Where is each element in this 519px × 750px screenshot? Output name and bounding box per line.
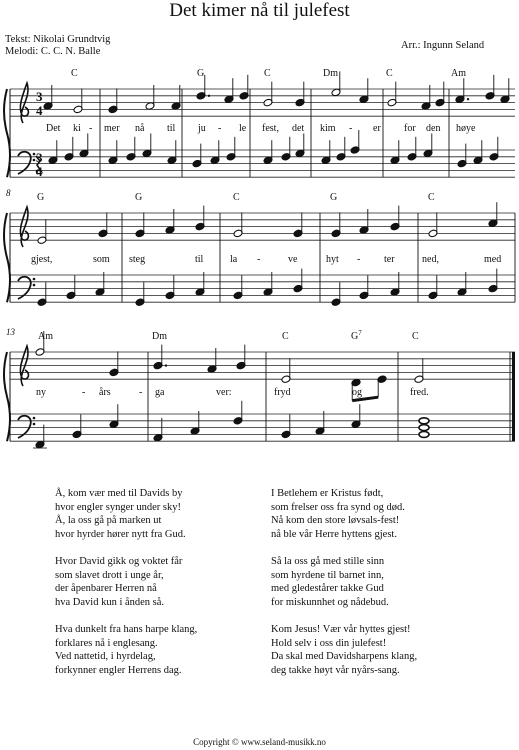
chord-symbol: C: [233, 192, 240, 203]
chord-symbol: C: [71, 68, 78, 79]
time-signature-bottom: 4: [36, 103, 43, 118]
verse-line: I Betlehem er Kristus født,: [271, 488, 384, 499]
bass-clef-dot: [33, 153, 36, 156]
verse-line: forklares nå i englesang.: [55, 637, 158, 649]
verse-line: forkynner engler Herrens dag.: [55, 664, 182, 676]
lyric-syllable: det: [292, 123, 305, 134]
bass-clef-dot: [33, 159, 36, 162]
lyric-syllable: -: [139, 387, 143, 398]
whole-note-head: [419, 425, 429, 431]
verse-line: Hvor David gikk og voktet får: [55, 555, 183, 567]
verse-line: deg takke høyt vår nyårs-sang.: [271, 664, 400, 676]
brace: [4, 213, 10, 302]
chord-symbol: G: [197, 68, 205, 79]
lyric-syllable: ny: [36, 387, 46, 398]
dot: [467, 98, 469, 100]
verse-line: Ved nattetid, i hyrdelag,: [55, 651, 156, 663]
song-title: Det kimer nå til julefest: [169, 0, 350, 21]
lyric-syllable: hyt: [326, 254, 339, 265]
verse-line: hvor engler synger under sky!: [55, 501, 181, 513]
lyric-syllable: ju: [198, 123, 206, 134]
measure-number: 8: [6, 188, 11, 198]
lyric-syllable: for: [404, 123, 416, 134]
bass-clef-dot: [33, 423, 36, 426]
lyric-syllable: -: [89, 123, 93, 134]
chord-symbol: C: [264, 68, 271, 79]
lyric-syllable: le: [239, 123, 247, 134]
lyric-syllable: -: [257, 254, 261, 265]
lyric-syllable: -: [82, 387, 86, 398]
chord-symbol: Am: [38, 331, 53, 342]
verse-line: Kom Jesus! Vær vår hyttes gjest!: [271, 623, 411, 635]
lyricist-credit: Tekst: Nikolai Grundtvig: [5, 34, 111, 45]
lyric-syllable: ver:: [216, 387, 232, 398]
verse-line: Hold selv i oss din julefest!: [271, 637, 387, 649]
verse-line: med gledestårer takke Gud: [271, 583, 384, 595]
chord-symbol: G: [135, 192, 143, 203]
composer-credit: Melodi: C. C. N. Balle: [5, 46, 101, 57]
chord-symbol: Dm: [152, 331, 167, 342]
lyric-syllable: mer: [104, 123, 120, 134]
verse-line: som frelser oss fra synd og død.: [271, 501, 405, 513]
lyric-syllable: med: [484, 254, 502, 265]
lyric-syllable: fred.: [410, 387, 429, 398]
lyric-syllable: ki: [73, 123, 81, 134]
bass-clef-dot: [33, 417, 36, 420]
lyric-syllable: til: [167, 123, 176, 134]
music-system: [4, 331, 515, 449]
lyric-syllable: steg: [129, 254, 146, 265]
verse-line: der åpenbarer Herren nå: [55, 583, 157, 595]
verse-line: som slavet drott i unge år,: [55, 569, 164, 581]
lyric-syllable: Det: [46, 123, 61, 134]
verse-line: Da skal med Davidsharpens klang,: [271, 651, 418, 663]
chord-symbol: Dm: [323, 68, 338, 79]
lyric-syllable: -: [349, 123, 353, 134]
time-signature-top: 3: [36, 89, 43, 104]
verse-line: Hva dunkelt fra hans harpe klang,: [55, 623, 198, 635]
lyric-syllable: høye: [456, 123, 476, 134]
bass-clef-dot: [33, 278, 36, 281]
lyric-syllable: den: [426, 123, 441, 134]
lyric-syllable: ned,: [422, 254, 439, 265]
lyric-syllable: fryd: [274, 387, 291, 398]
lyric-syllable: som: [93, 254, 110, 265]
verse-line: nå ble vår Herre hyttens gjest.: [271, 528, 397, 540]
verse-line: som hyrdene til barnet inn,: [271, 569, 384, 581]
chord-symbol: C: [386, 68, 393, 79]
verse-line: Å, la oss gå på marken ut: [55, 515, 162, 527]
verse-line: for miskunnhet og nådebud.: [271, 596, 389, 608]
brace: [4, 352, 10, 441]
whole-note-head: [419, 431, 429, 437]
time-signature-bottom: 4: [36, 164, 43, 179]
verse-line: Å, kom vær med til Davids by: [55, 488, 183, 499]
chord-symbol: Am: [451, 68, 466, 79]
bass-clef-dot: [33, 284, 36, 287]
time-signature-top: 3: [36, 150, 43, 165]
copyright-notice: Copyright © www.seland-musikk.no: [193, 737, 326, 747]
verses-left-column: [55, 487, 197, 677]
lyric-syllable: -: [218, 123, 222, 134]
lyric-syllable: til: [195, 254, 204, 265]
lyric-syllable: kim: [320, 123, 336, 134]
dot: [208, 95, 210, 97]
chord-symbol: $G^7$: [351, 329, 362, 342]
lyric-syllable: ga: [155, 387, 165, 398]
lyric-syllable: gjest,: [31, 254, 53, 265]
lyric-syllable: -: [357, 254, 361, 265]
dot: [165, 364, 167, 366]
final-barline: [512, 352, 515, 441]
lyric-syllable: og: [352, 387, 362, 398]
chord-symbol: G: [37, 192, 45, 203]
lyric-syllable: års: [99, 387, 111, 398]
chord-symbol: C: [412, 331, 419, 342]
lyric-syllable: ter: [384, 254, 395, 265]
brace: [4, 89, 10, 177]
whole-note-head: [419, 418, 429, 424]
lyric-syllable: er: [373, 123, 381, 134]
verse-line: Så la oss gå med stille sinn: [271, 555, 385, 567]
chord-symbol: C: [428, 192, 435, 203]
chord-symbol: C: [282, 331, 289, 342]
lyric-syllable: nå: [135, 123, 145, 134]
measure-number: 13: [6, 327, 15, 337]
lyric-syllable: ve: [288, 254, 298, 265]
verse-line: hvor hyrder hører nytt fra Gud.: [55, 528, 186, 540]
lyric-syllable: fest,: [262, 123, 279, 134]
chord-symbol: G: [330, 192, 338, 203]
arranger-credit: Arr.: Ingunn Seland: [401, 40, 485, 51]
lyric-syllable: la: [230, 254, 238, 265]
verses-right-column: [271, 487, 417, 677]
verse-line: hva David kun i ånden så.: [55, 596, 165, 608]
verse-line: Nå kom den store løvsals-fest!: [271, 515, 400, 527]
